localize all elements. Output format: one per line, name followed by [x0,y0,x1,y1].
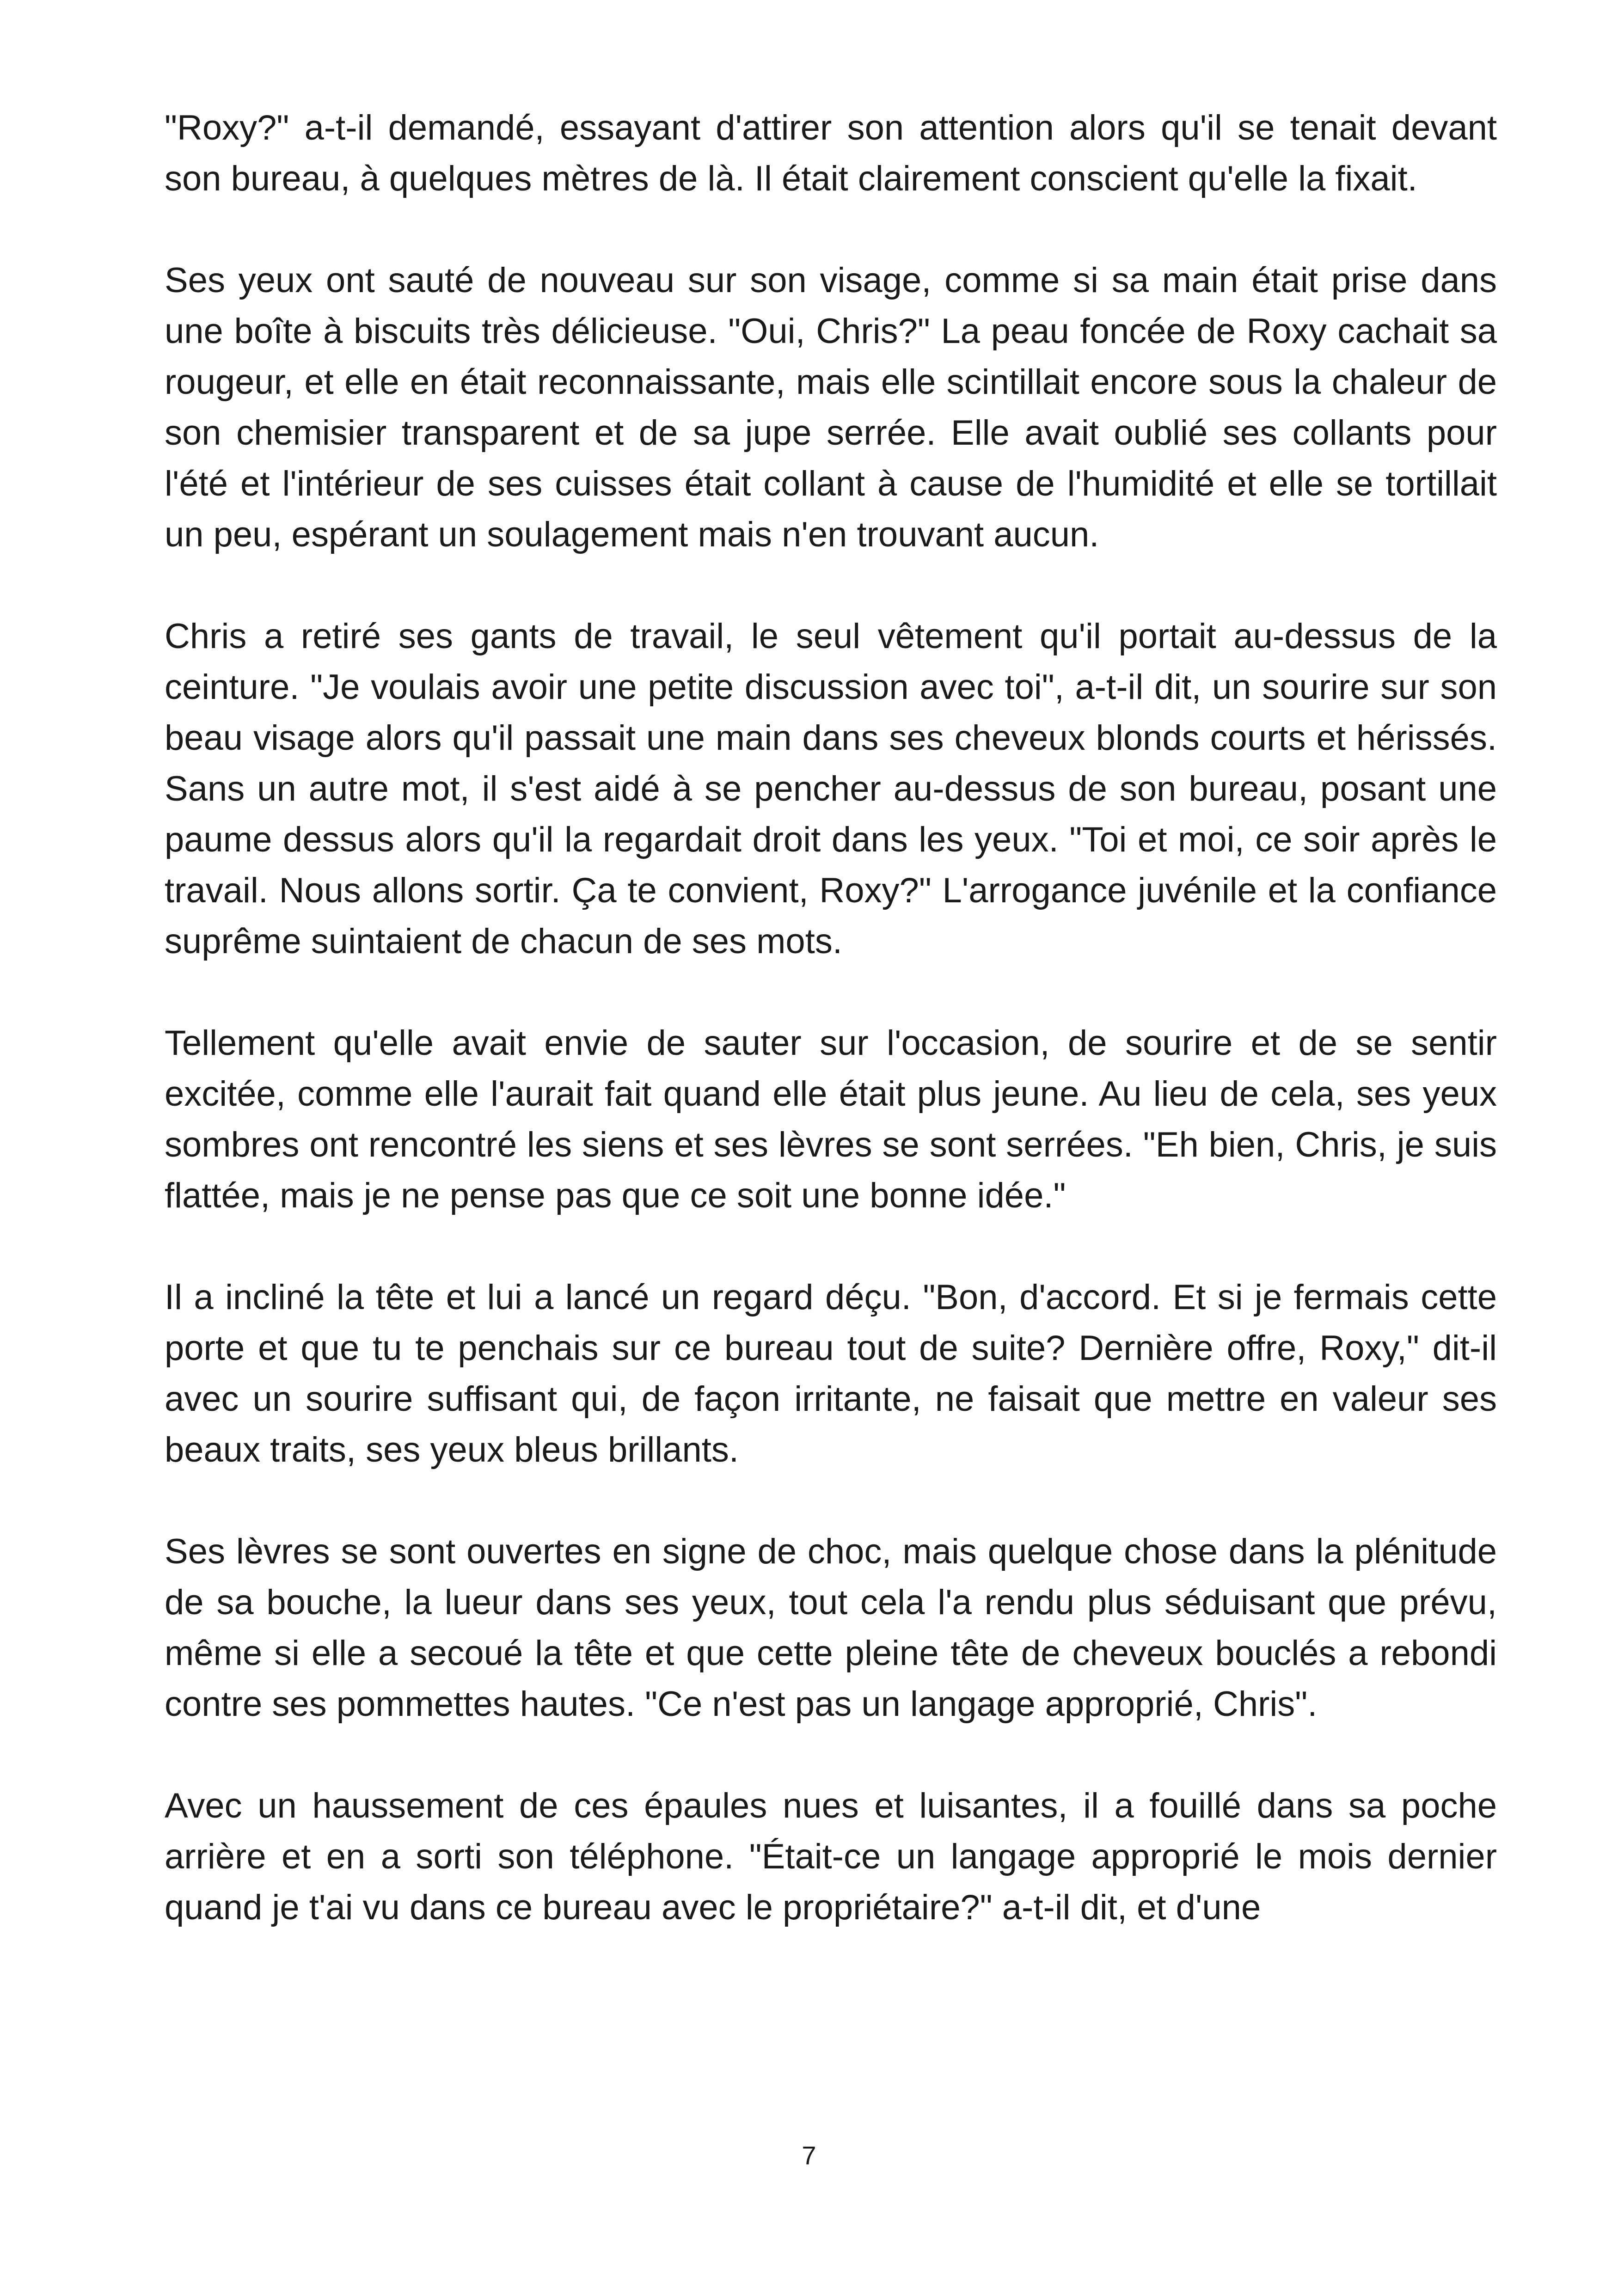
body-text [165,103,1497,1933]
paragraph-7: Avec un haussement de ces épaules nues et luisantes, il a fouillé dans sa poche arrière et en a sorti son téléphone. "Était-ce un langage approprié le mois dernier quand je t'ai vu dans ce bureau avec le propriétaire?" a-t-il dit, et d'une [165,1786,1497,1927]
paragraph-5: Il a incliné la tête et lui a lancé un regard déçu. "Bon, d'accord. Et si je fermais cette porte et que tu te penchais sur ce bureau tout de suite? Dernière offre, Roxy," dit-il avec un sourire suffisant qui, de façon irritante, ne faisait que mettre en valeur ses beaux traits, ses yeux bleus brillants. [165,1278,1497,1469]
paragraph-3: Chris a retiré ses gants de travail, le seul vêtement qu'il portait au-dessus de la ceinture. "Je voulais avoir une petite discussion avec toi", a-t-il dit, un sourire sur son beau visage alors qu'il passait une main dans ses cheveux blonds courts et hérissés. Sans un autre mot, il s'est aidé à se pencher au-dessus de son bureau, posant une paume dessus alors qu'il la regardait droit dans les yeux. "Toi et moi, ce soir après le travail. Nous allons sortir. Ça te convient, Roxy?" L'arrogance juvénile et la confiance suprême suintaient de chacun de ses mots. [165,617,1497,961]
paragraph-1: "Roxy?" a-t-il demandé, essayant d'attirer son attention alors qu'il se tenait devant son bureau, à quelques mètres de là. Il était clairement conscient qu'elle la fixait. [165,108,1497,198]
paragraph-2: Ses yeux ont sauté de nouveau sur son visage, comme si sa main était prise dans une boîte à biscuits très délicieuse. "Oui, Chris?" La peau foncée de Roxy cachait sa rougeur, et elle en était reconnaissante, mais elle scintillait encore sous la chaleur de son chemisier transparent et de sa jupe serrée. Elle avait oublié ses collants pour l'été et l'intérieur de ses cuisses était collant à cause de l'humidité et elle se tortillait un peu, espérant un soulagement mais n'en trouvant aucun. [165,261,1497,554]
paragraph-4: Tellement qu'elle avait envie de sauter sur l'occasion, de sourire et de se sentir excitée, comme elle l'aurait fait quand elle était plus jeune. Au lieu de cela, ses yeux sombres ont rencontré les siens et ses lèvres se sont serrées. "Eh bien, Chris, je suis flattée, mais je ne pense pas que ce soit une bonne idée." [165,1023,1497,1215]
paragraph-6: Ses lèvres se sont ouvertes en signe de choc, mais quelque chose dans la plénitude de sa bouche, la lueur dans ses yeux, tout cela l'a rendu plus séduisant que prévu, même si elle a secoué la tête et que cette pleine tête de cheveux bouclés a rebondi contre ses pommettes hautes. "Ce n'est pas un langage approprié, Chris". [165,1532,1497,1724]
page-number: 7 [802,2141,816,2170]
